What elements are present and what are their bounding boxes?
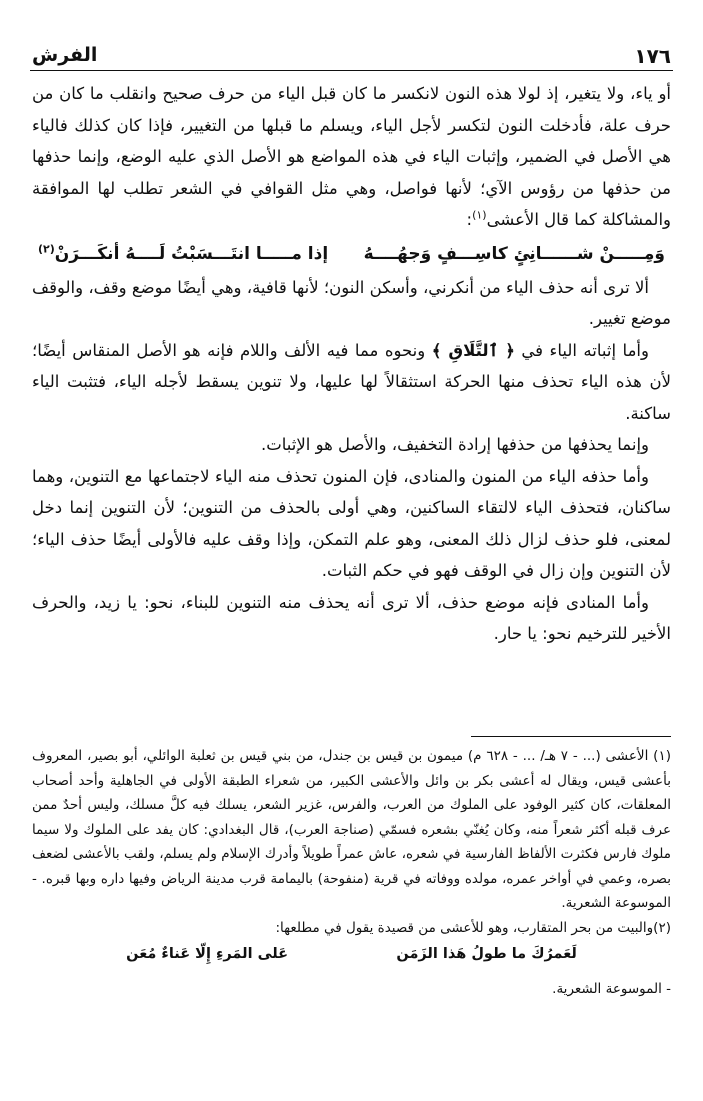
footnote-ref: (٢): [38, 241, 55, 255]
paragraph-text: وأما إثباته الياء في: [521, 340, 649, 360]
paragraph: وأما حذفه الياء من المنون والمنادى، فإن المنون تحذف منه الياء لاجتماعها مع التنوين، وهما ساكنان، فتحذف الياء لالتقاء الساكنين، وهي أولى بالحذف من التنوين؛ لأن التنوين إنما دخل لمعنى، فلو حذف لزال ذلك المعنى، وهو علم التمكن، وإذا وقف عليه فالأولى أيضًا حذف الياء؛ لأن التنوين وإن زال في الوقف فهو في حكم الثبات.: [32, 466, 671, 580]
footnote-separator: [471, 736, 671, 737]
section-title: الفرش: [32, 44, 98, 66]
verse-second-hemistich: عَلى المَرءِ إِلّا عَناءٌ مُعَن: [126, 946, 289, 962]
footnotes: [32, 744, 671, 1001]
paragraph-text: :: [466, 210, 473, 229]
page-header: [30, 44, 673, 71]
quran-citation: ﴿ ٱلتَّلَاقِ ﴾: [431, 340, 515, 360]
paragraph-text: أو ياء، ولا يتغير، إذ لولا هذه النون لانكسر ما كان قبل الياء من حرف صحيح وانقلب ما كان من حرف علة، فأدخلت النون لتكسر لأجل الياء، ويسلم ما قبلها من التغيير، فإذا كان كذلك فالياء هي الأصل في الضمير، وإثبات الياء في هذه المواضع هو الأصل الذي عليه الوضع، وإنما حذفها من حذفها من رؤوس الآي؛ لأنها فواصل، وهي مثل القوافي في الشعر تطلب لها الموافقة والمشاكلة كما قال الأعشى: [32, 84, 671, 229]
paragraph: وإنما يحذفها من حذفها إرادة التخفيف، والأصل هو الإثبات.: [260, 435, 649, 454]
page-number: ١٧٦: [634, 44, 671, 68]
footnote-source: - الموسوعة الشعرية.: [552, 980, 671, 997]
verse-first-hemistich: لَعَمرُكَ ما طولُ هَذا الزَمَن: [396, 946, 577, 962]
verse-second-hemistich: [38, 238, 328, 270]
paragraph: وأما المنادى فإنه موضع حذف، ألا ترى أنه يحذف منه التنوين للبناء، نحو: يا زيد، والحرف الأخير للترخيم نحو: يا حار.: [32, 592, 671, 643]
paragraph-text: ونحوه مما فيه الألف واللام فإنه هو الأصل المنقاس أيضًا؛ لأن هذه الياء تحذف منها الحركة استثقالاً لها عليها، ولا تنوين يسقط لأجله الياء، فتثبت الياء ساكنة.: [32, 340, 671, 423]
paragraph: [32, 335, 671, 430]
poetry-verse: [38, 238, 665, 270]
footnote-verse: [72, 942, 631, 967]
paragraph: [32, 78, 671, 236]
footnote-ref: (١): [472, 208, 487, 222]
main-text: [32, 78, 671, 650]
paragraph: ألا ترى أنه حذف الياء من أنكرني، وأسكن النون؛ لأنها قافية، وهي أيضًا موضع وقف، والوقف موضع تغيير.: [32, 277, 671, 328]
verse-first-hemistich: وَمِـــــنْ شــــــانِئٍ كاسِـــفٍ وَجهُــــهُ: [363, 243, 665, 264]
verse-text: إذا مـــــا انتَـــسَبْتُ لَــــهُ أنكَـــرَنْ: [54, 243, 329, 264]
footnote-1: (١) الأعشى (... - ٧ هـ/ ... - ٦٢٨ م) ميمون بن قيس بن جندل، من بني قيس بن ثعلبة الوائلي، أبو بصير، المعروف بأعشى قيس، ويقال له أعشى بكر بن وائل والأعشى الكبير، من شعراء الطبقة الأولى في الجاهلية وأحد أصحاب المعلقات، كان كثير الوفود على الملوك من العرب، والفرس، غزير الشعر، يسلك فيه كلَّ مسلك، وليس أحدٌ ممن عرف قبله أكثر شعراً منه، وكان يُغنّي بشعره فسمّي (صناجة العرب)، قال البغدادي: كان يفد على الملوك ولا سيما ملوك فارس فكثرت الألفاظ الفارسية في شعره، عاش عمراً طويلاً وأدرك الإسلام ولم يسلم، ولقب بالأعشى لضعف بصره، وعمي في أواخر عمره، مولده ووفاته في قرية (منفوحة) باليمامة قرب مدينة الرياض وفيها داره وبها قبره. - الموسوعة الشعرية.: [32, 748, 671, 911]
footnote-2: (٢)والبيت من بحر المتقارب، وهو للأعشى من قصيدة يقول في مطلعها:: [275, 919, 671, 936]
